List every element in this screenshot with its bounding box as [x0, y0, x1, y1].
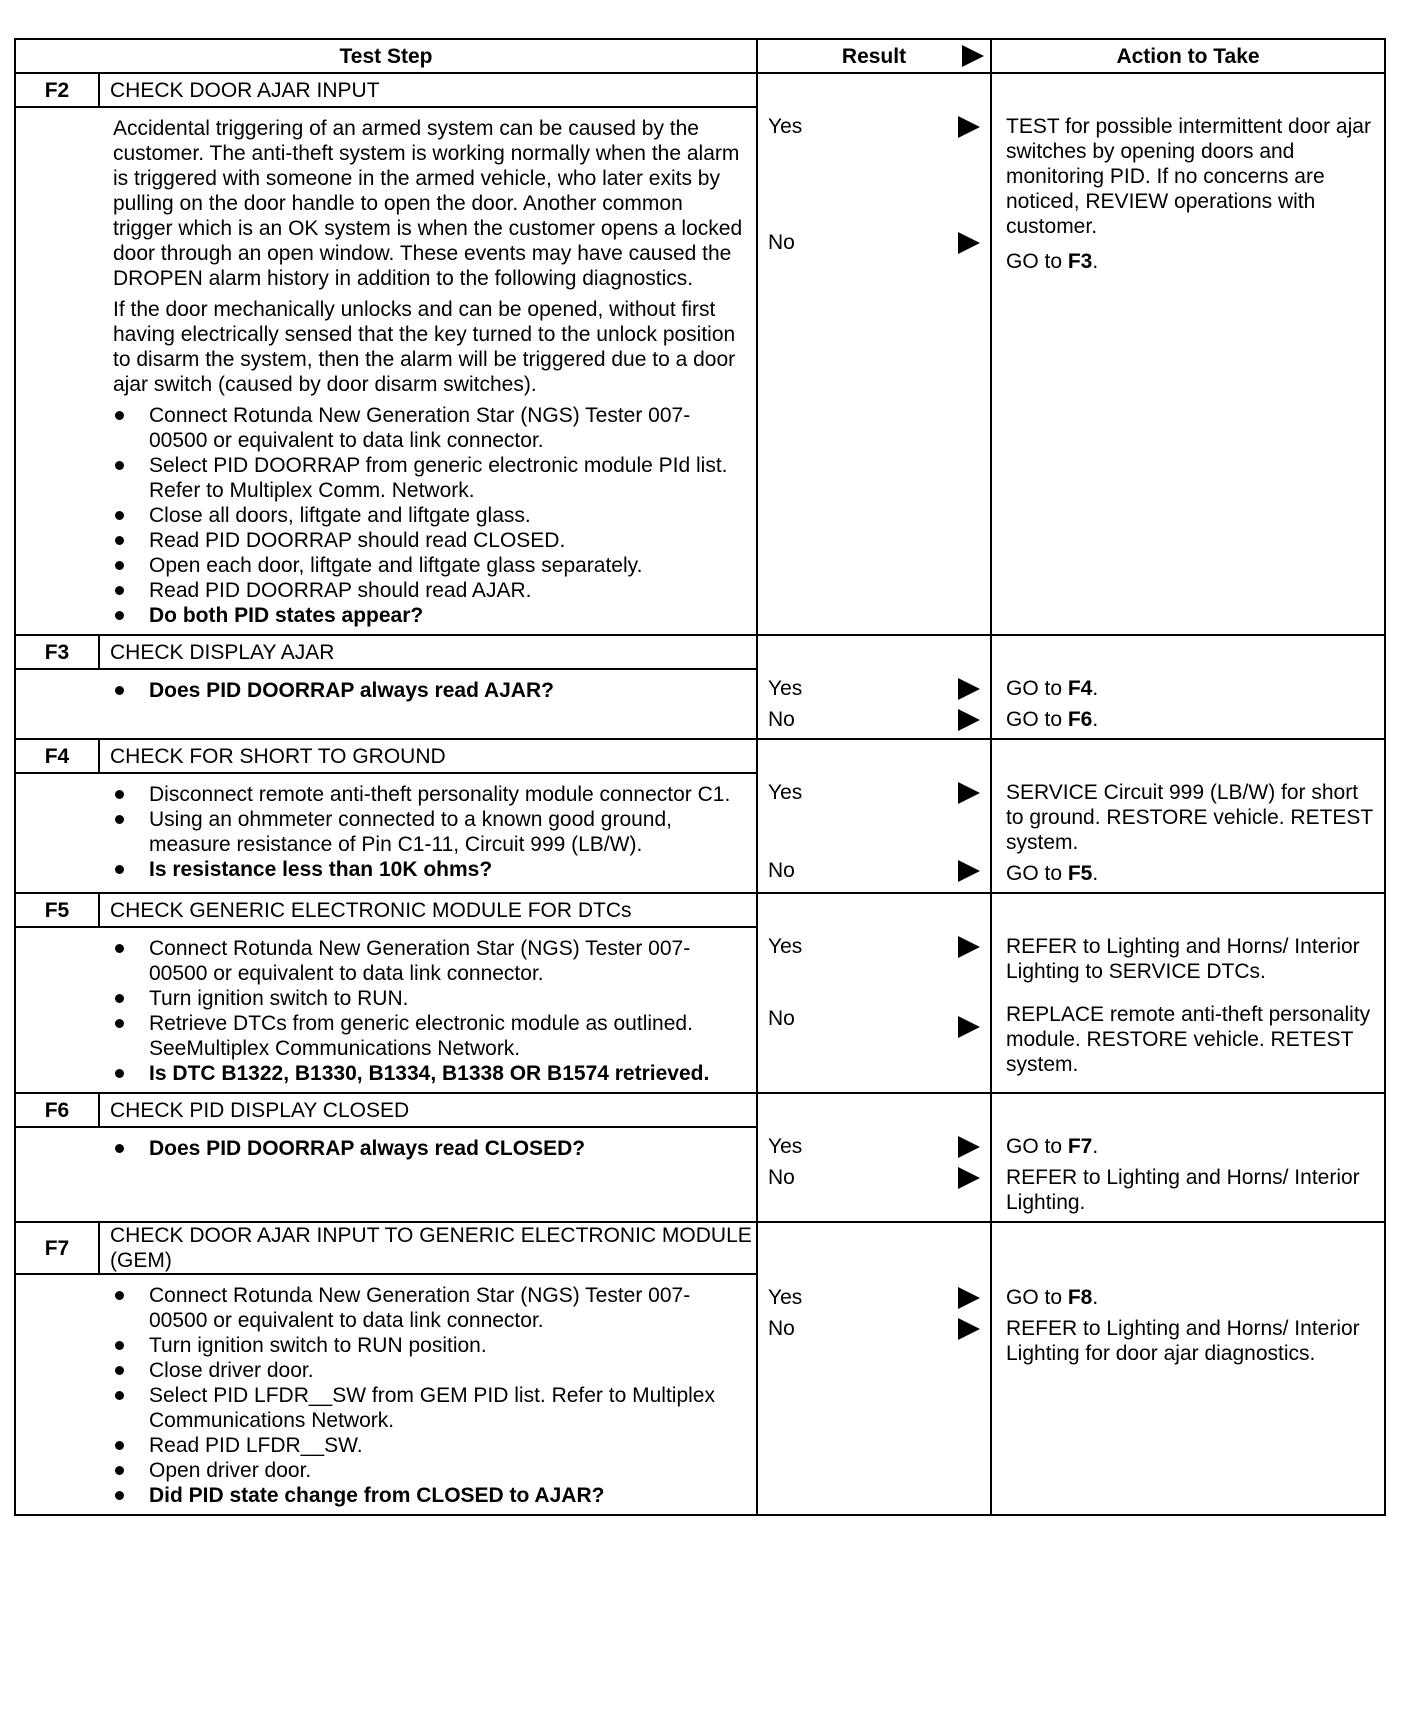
step-id: F3: [15, 635, 99, 669]
action-no: REFER to Lighting and Horns/ Interior Lighting for door ajar diagnostics.: [1006, 1317, 1360, 1365]
list-item: Read PID DOORRAP should read AJAR.: [113, 578, 748, 603]
list-item: Connect Rotunda New Generation Star (NGS) Tester 007-00500 or equivalent to data link connector.: [113, 1283, 748, 1333]
step-title: CHECK GENERIC ELECTRONIC MODULE FOR DTCs: [99, 893, 757, 927]
list-item: Open each door, liftgate and liftgate glass separately.: [113, 553, 748, 578]
list-item: Select PID LFDR__SW from GEM PID list. Refer to Multiplex Communications Network.: [113, 1383, 748, 1433]
action-yes: TEST for possible intermittent door ajar switches by opening doors and monitoring PID. If no concerns are noticed, REVIEW operations with customer.: [1006, 115, 1371, 238]
action-no: GO to F3.: [1006, 250, 1099, 273]
step-id: F7: [15, 1222, 99, 1274]
result-yes-label: Yes: [768, 115, 803, 138]
result-no: No: [768, 1006, 980, 1031]
result-header-label: Result: [841, 44, 907, 68]
action-yes: GO to F8.: [1006, 1286, 1099, 1309]
action-cell: [991, 1093, 1385, 1222]
list-item: Connect Rotunda New Generation Star (NGS) Tester 007-00500 or equivalent to data link connector.: [113, 403, 748, 453]
list-item: Turn ignition switch to RUN position.: [113, 1333, 748, 1358]
action-cell: [991, 635, 1385, 739]
arrow-right-icon: [958, 1016, 980, 1038]
arrow-right-icon: [958, 709, 980, 731]
step-f5-title-row: [15, 893, 1385, 927]
step-id: F5: [15, 893, 99, 927]
result-cell: [757, 1093, 991, 1222]
list-item: Open driver door.: [113, 1458, 748, 1483]
result-yes: Yes: [768, 676, 980, 701]
arrow-right-icon: [958, 1136, 980, 1158]
arrow-right-icon: [958, 782, 980, 804]
step-f4-title-row: [15, 739, 1385, 773]
action-cell: [991, 893, 1385, 1093]
step-question: Does PID DOORRAP always read CLOSED?: [113, 1136, 748, 1161]
result-yes: Yes: [768, 780, 980, 805]
action-header: Action to Take: [991, 39, 1385, 73]
action-cell: [991, 1222, 1385, 1515]
pinpoint-test-table: [14, 38, 1386, 1516]
step-body: [99, 927, 757, 1093]
arrow-right-icon: [958, 232, 980, 254]
step-question: Does PID DOORRAP always read AJAR?: [113, 678, 748, 703]
action-no: REFER to Lighting and Horns/ Interior Lighting.: [1006, 1166, 1360, 1214]
result-no: No: [768, 1316, 980, 1341]
action-yes: REFER to Lighting and Horns/ Interior Lighting to SERVICE DTCs.: [1006, 935, 1360, 983]
step-f7-title-row: [15, 1222, 1385, 1274]
list-item: Using an ohmmeter connected to a known good ground, measure resistance of Pin C1-11, Circuit 999 (LB/W).: [113, 807, 748, 857]
list-item: Connect Rotunda New Generation Star (NGS) Tester 007-00500 or equivalent to data link connector.: [113, 936, 748, 986]
list-item: Read PID DOORRAP should read CLOSED.: [113, 528, 748, 553]
result-no: No: [768, 858, 980, 883]
list-item: Read PID LFDR__SW.: [113, 1433, 748, 1458]
step-paragraph: Accidental triggering of an armed system can be caused by the customer. The anti-theft system is working normally when the alarm is triggered with someone in the armed vehicle, who later exits by pulling on the door handle to open the door. Another common trigger which is an OK system is when the customer opens a locked door through an open window. These events may have caused the DROPEN alarm history in addition to the following diagnostics.: [113, 117, 743, 290]
list-item: Disconnect remote anti-theft personality module connector C1.: [113, 782, 748, 807]
result-header: [757, 39, 991, 73]
list-item: Retrieve DTCs from generic electronic module as outlined. SeeMultiplex Communications Network.: [113, 1011, 748, 1061]
step-f3-title-row: [15, 635, 1385, 669]
action-cell: [991, 73, 1385, 635]
result-no: No: [768, 1165, 980, 1190]
action-no: GO to F6.: [1006, 708, 1099, 731]
result-yes: [768, 114, 980, 139]
result-cell: [757, 73, 991, 635]
result-yes: Yes: [768, 1285, 980, 1310]
step-title: CHECK DOOR AJAR INPUT: [99, 73, 757, 107]
step-paragraph: If the door mechanically unlocks and can be opened, without first having electrically sensed that the key turned to the unlock position to disarm the system, then the alarm will be triggered due to a door ajar switch (caused by door disarm switches).: [113, 298, 736, 396]
step-f2-title-row: [15, 73, 1385, 107]
step-body: [99, 773, 757, 893]
action-yes: GO to F4.: [1006, 677, 1099, 700]
result-yes: Yes: [768, 1134, 980, 1159]
step-id: F4: [15, 739, 99, 773]
result-no-label: No: [768, 231, 795, 254]
arrow-right-icon: [962, 45, 984, 67]
result-cell: [757, 1222, 991, 1515]
step-question: Is resistance less than 10K ohms?: [113, 857, 748, 882]
action-no: GO to F5.: [1006, 862, 1099, 885]
step-title: CHECK DISPLAY AJAR: [99, 635, 757, 669]
step-id: F2: [15, 73, 99, 107]
step-question: Did PID state change from CLOSED to AJAR?: [113, 1483, 748, 1508]
list-item: Select PID DOORRAP from generic electronic module PId list. Refer to Multiplex Comm. Network.: [113, 453, 748, 503]
step-title: CHECK PID DISPLAY CLOSED: [99, 1093, 757, 1127]
result-yes: Yes: [768, 934, 980, 959]
action-cell: [991, 739, 1385, 893]
action-yes: SERVICE Circuit 999 (LB/W) for short to ground. RESTORE vehicle. RETEST system.: [1006, 781, 1373, 854]
step-body: [99, 1274, 757, 1515]
result-cell: [757, 635, 991, 739]
table-header-row: [15, 39, 1385, 73]
result-cell: [757, 893, 991, 1093]
step-id: F6: [15, 1093, 99, 1127]
step-question: Do both PID states appear?: [113, 603, 748, 628]
action-yes: GO to F7.: [1006, 1135, 1099, 1158]
result-no: No: [768, 707, 980, 732]
arrow-right-icon: [958, 860, 980, 882]
step-f6-title-row: [15, 1093, 1385, 1127]
step-body: [99, 107, 757, 635]
step-title: CHECK FOR SHORT TO GROUND: [99, 739, 757, 773]
arrow-right-icon: [958, 936, 980, 958]
step-body: [99, 1127, 757, 1222]
arrow-right-icon: [958, 1167, 980, 1189]
result-cell: [757, 739, 991, 893]
arrow-right-icon: [958, 116, 980, 138]
list-item: Close driver door.: [113, 1358, 748, 1383]
step-body: [99, 669, 757, 739]
step-list: [113, 403, 748, 628]
action-no: REPLACE remote anti-theft personality module. RESTORE vehicle. RETEST system.: [1006, 1003, 1371, 1076]
list-item: Turn ignition switch to RUN.: [113, 986, 748, 1011]
arrow-right-icon: [958, 1287, 980, 1309]
diagnostic-page: [14, 38, 1384, 1516]
step-title: CHECK DOOR AJAR INPUT TO GENERIC ELECTRONIC MODULE (GEM): [99, 1222, 757, 1274]
arrow-right-icon: [958, 678, 980, 700]
test-step-header: Test Step: [15, 39, 757, 73]
step-question: Is DTC B1322, B1330, B1334, B1338 OR B1574 retrieved.: [113, 1061, 748, 1086]
result-no: [768, 230, 980, 255]
list-item: Close all doors, liftgate and liftgate glass.: [113, 503, 748, 528]
arrow-right-icon: [958, 1318, 980, 1340]
